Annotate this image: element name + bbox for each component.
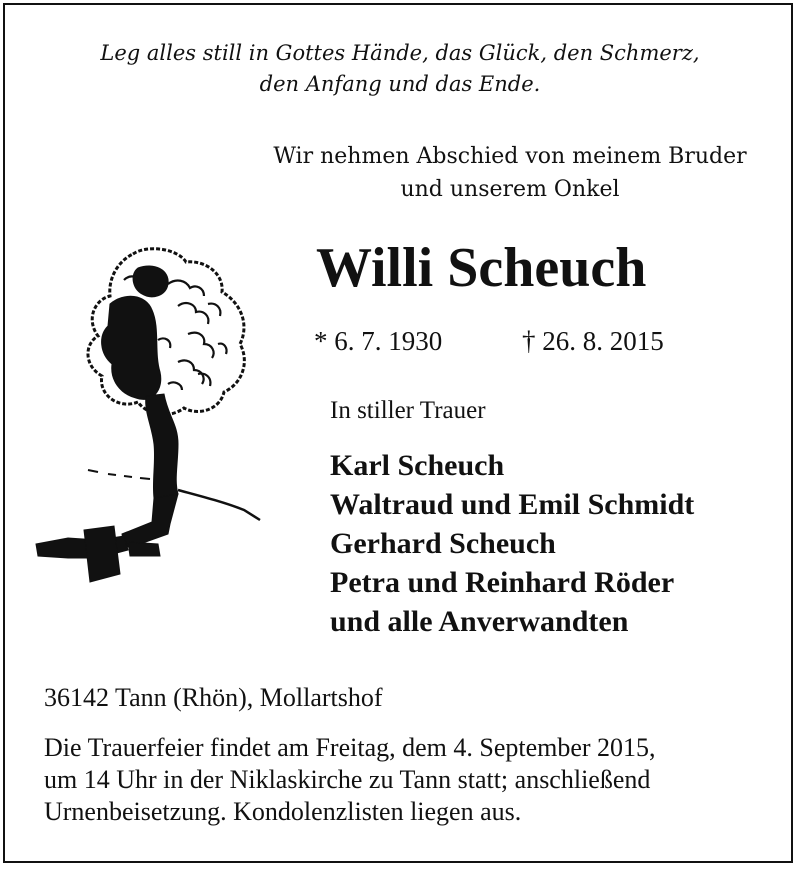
mourner-name: und alle Anverwandten [330, 605, 629, 638]
mourner-name: Waltraud und Emil Schmidt [330, 488, 695, 521]
mourner-name: Petra und Reinhard Röder [330, 566, 675, 599]
verse-line-2: den Anfang und das Ende. [259, 72, 541, 96]
deceased-name: Willi Scheuch [316, 237, 647, 299]
notice-line-1: Die Trauerfeier findet am Freitag, dem 4. September 2015, [44, 733, 656, 762]
notice-line-3: Urnenbeisetzung. Kondolenzlisten liegen aus. [44, 797, 522, 826]
verse-line-1: Leg alles still in Gottes Hände, das Glück, den Schmerz, [100, 41, 700, 65]
address: 36142 Tann (Rhön), Mollartshof [44, 683, 383, 712]
mourner-name: Gerhard Scheuch [330, 527, 556, 560]
notice-line-2: um 14 Uhr in der Niklaskirche zu Tann statt; anschließend [44, 765, 651, 794]
mourner-name: Karl Scheuch [330, 449, 505, 482]
intro-line-1: Wir nehmen Abschied von meinem Bruder [273, 144, 747, 169]
mourning-intro: In stiller Trauer [330, 397, 486, 424]
birth-date: * 6. 7. 1930 [314, 326, 443, 356]
death-date: † 26. 8. 2015 [522, 326, 664, 356]
tree-with-cross-shadow-icon [28, 244, 268, 594]
intro-line-2: und unserem Onkel [400, 177, 620, 202]
